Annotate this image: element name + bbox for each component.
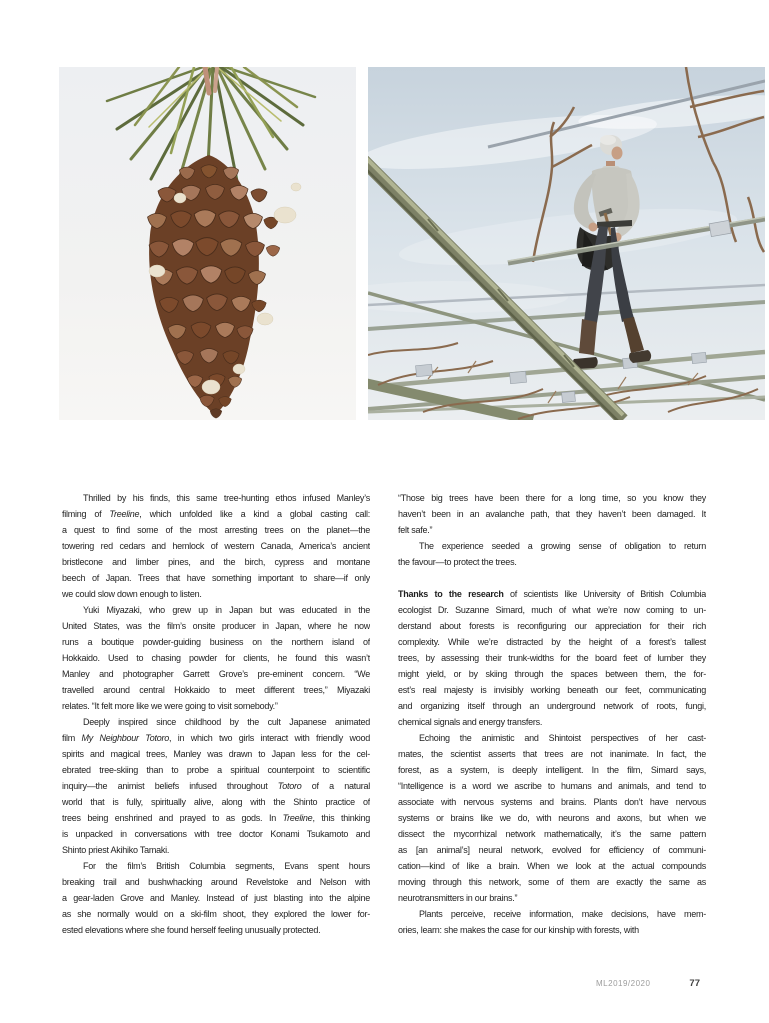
article-text-line: breaking trail and bushwhacking around Revelstoke and Nelson with xyxy=(62,877,370,887)
article-text-line: as she normally would on a ski-film shoot, they explored the lower for- xyxy=(62,909,370,919)
footer-issue-label: ML2019/2020 xyxy=(596,979,651,988)
article-text-line: mates, the scientist asserts that trees are not inanimate. In fact, the xyxy=(398,749,706,759)
article-text-line: relates. “It felt more like we were going to visit somebody.” xyxy=(62,701,278,711)
article-text-line: spirits and magical trees, Manley was drawn to Japan less for the cel- xyxy=(62,749,370,759)
article-text-line: as [an animal’s] neural network, evolved for efficiency of communi- xyxy=(398,845,706,855)
article-text-line: travelled around central Hokkaido to meet different trees,” Miyazaki xyxy=(62,685,370,695)
article-text-line: chemical signals and energy transfers. xyxy=(398,717,543,727)
article-text-line: might yield, or by skiing through the spaces between them, the for- xyxy=(398,669,706,679)
article-text-line: ested elevations where she found herself feeling unusually protected. xyxy=(62,925,321,935)
article-text-line: ecologist Dr. Suzanne Simard, much of what we’re now coming to un- xyxy=(398,605,706,615)
article-text-line: dissect the mycorrhizal network mathematically, it’s the same pattern xyxy=(398,829,706,839)
article-text-line: haven’t been in an avalanche path, that they haven’t been damaged. It xyxy=(398,509,706,519)
article-text-line: Manley and photographer Garrett Grove’s pre-eminent concern. “We xyxy=(62,669,370,679)
article-text-line: associate with nervous systems and brains. Plants don’t have nervous xyxy=(398,797,706,807)
article-text-line: Yuki Miyazaki, who grew up in Japan but was educated in the xyxy=(83,605,370,615)
article-text-line: and organizing itself through an underground network of roots, fungi, xyxy=(398,701,706,711)
page-footer xyxy=(596,978,700,989)
article-text-line: Thanks to the research of scientists like University of British Columbia xyxy=(398,589,706,599)
article-text-line: a quest to find some of the most arresting trees on the planet—the xyxy=(62,525,370,535)
article-text-line: “Those big trees have been there for a long time, so you know they xyxy=(398,493,706,503)
article-column-left xyxy=(62,490,370,938)
article-body xyxy=(62,490,706,938)
article-text-line: Thrilled by his finds, this same tree-hunting ethos infused Manley’s xyxy=(83,493,370,503)
article-text-line: world that is fully, spiritually alive, along with the Shinto practice of xyxy=(62,797,370,807)
article-text-line: Plants perceive, receive information, make decisions, have mem- xyxy=(419,909,706,919)
article-text-line: Echoing the animistic and Shintoist perspectives of her cast- xyxy=(419,733,706,743)
article-text-line: a gear-laden Grove and Manley. Instead of just blasting into the alpine xyxy=(62,893,370,903)
article-text-line: systems or brains like we do, with neurons and axons, but when we xyxy=(398,813,706,823)
trellis-photo xyxy=(368,67,765,420)
article-text-line: ebrated tree-skiing than to probe a spiritual counterpoint to scientific xyxy=(62,765,370,775)
article-text-line: filming of Treeline, which unfolded like a kind a global casting call: xyxy=(62,509,370,519)
article-column-right xyxy=(398,490,706,938)
article-text-line: trees being enshrined and prayed to as gods. In Treeline, this thinking xyxy=(62,813,370,823)
article-text-line: film My Neighbour Totoro, in which two girls interact with friendly wood xyxy=(62,733,370,743)
article-text-line: is unpacked in conversations with tree doctor Konami Tsukamoto and xyxy=(62,829,370,839)
article-text-line: felt safe.” xyxy=(398,525,433,535)
article-text-line: derstand about forests is reconfiguring our appreciation for their rich xyxy=(398,621,706,631)
article-text-line: Deeply inspired since childhood by the cult Japanese animated xyxy=(83,717,370,727)
article-text-line: Shinto priest Akihiko Tamaki. xyxy=(62,845,170,855)
article-text-line: cation—kind of like a brain. When we look at the actual compounds xyxy=(398,861,706,871)
article-text-line: trees, by assessing their trunk-widths for the board feet of lumber they xyxy=(398,653,706,663)
article-text-line: the favour—to protect the trees. xyxy=(398,557,517,567)
article-text-line: est’s real majesty is invisibly working beneath our feet, communicating xyxy=(398,685,706,695)
article-text-line: “Intelligence is a word we ascribe to humans and animals, and tend to xyxy=(398,781,706,791)
article-text-line: The experience seeded a growing sense of obligation to return xyxy=(419,541,706,551)
article-text-line: United States, was the film’s onsite producer in Japan, where he now xyxy=(62,621,370,631)
trellis-illustration xyxy=(368,67,765,420)
article-text-line: inquiry—the animist beliefs infused throughout Totoro of a natural xyxy=(62,781,370,791)
article-text-line: bristlecone and limber pines, and the birch, cypress and montane xyxy=(62,557,370,567)
pinecone-photo xyxy=(59,67,356,420)
article-text-line: For the film’s British Columbia segments, Evans spent hours xyxy=(83,861,370,871)
page-number: 77 xyxy=(689,978,700,989)
article-text-line: we could slow down enough to listen. xyxy=(62,589,202,599)
article-text-line: moving through this network, some of them are exactly the same as xyxy=(398,877,706,887)
pinecone-illustration xyxy=(59,67,356,420)
article-text-line: runs a boutique powder-guiding business on the northern island of xyxy=(62,637,370,647)
article-text-line: beech of Japan. Trees that have something important to share—if only xyxy=(62,573,370,583)
article-text-line: ories, learn: she makes the case for our kinship with forests, with xyxy=(398,925,639,935)
article-text-line: forest, as a system, is deeply intelligent. In the film, Simard says, xyxy=(398,765,706,775)
article-text-line: neurotransmitters in our brains.” xyxy=(398,893,518,903)
article-text-line: complexity. While we’re distracted by the height of a forest’s tallest xyxy=(398,637,706,647)
article-text-line: towering red cedars and hemlock of western Canada, America’s ancient xyxy=(62,541,370,551)
article-text-line: Hokkaido. Used to chasing powder for clients, he found this wasn’t xyxy=(62,653,370,663)
